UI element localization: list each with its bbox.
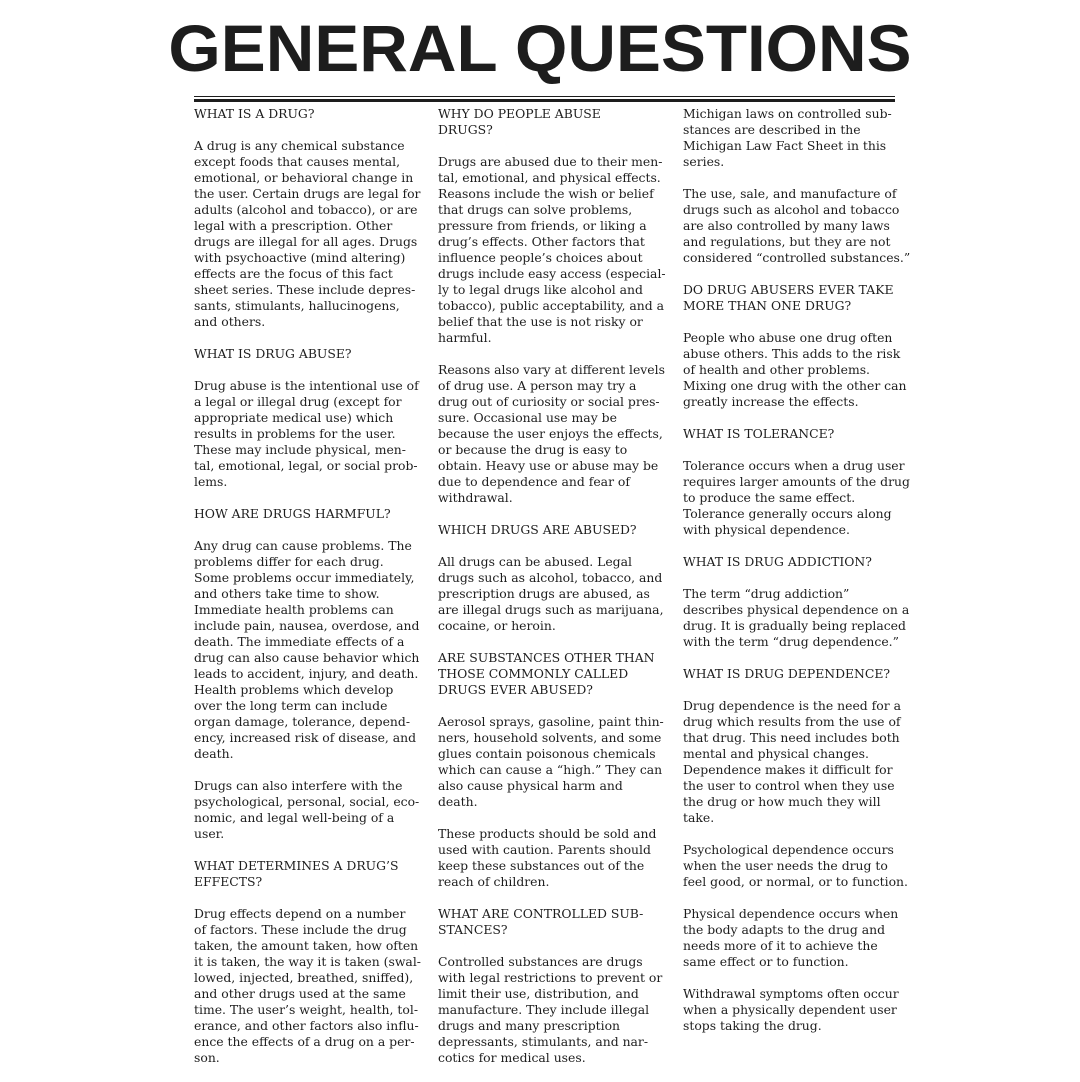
text-line: lems. [194,474,228,489]
text-line: considered “controlled substances.” [683,250,911,265]
paragraph [683,330,907,410]
text-column-3 [683,106,911,1050]
text-line: Immediate health problems can [194,602,394,617]
text-line: drug’s effects. Other factors that [438,234,645,249]
text-line: glues contain poisonous chemicals [438,746,656,761]
text-line: the drug or how much they will [683,794,881,809]
section-heading [194,858,406,890]
text-line: Drug dependence is the need for a [683,698,901,713]
text-line: limit their use, distribution, and [438,986,639,1001]
text-line: Michigan Law Fact Sheet in this [683,138,887,153]
text-line: keep these substances out of the [438,858,645,873]
section-heading [438,522,652,538]
text-line: son. [194,1050,220,1065]
title-rule-thick [194,99,895,102]
text-line: HOW ARE DRUGS HARMFUL? [194,506,391,521]
text-line: belief that the use is not risky or [438,314,643,329]
text-line: sheet series. These include depres- [194,282,416,297]
text-line: drugs include easy access (especial- [438,266,666,281]
text-line: when a physically dependent user [683,1002,897,1017]
text-line: Reasons also vary at different levels [438,362,665,377]
text-line: harmful. [438,330,492,345]
text-line: taken, the amount taken, how often [194,938,419,953]
text-line: The use, sale, and manufacture of [683,186,897,201]
text-line: Dependence makes it difficult for [683,762,893,777]
section-heading [683,426,897,442]
text-line: stops taking the drug. [683,1018,822,1033]
paragraph [683,698,901,826]
text-line: Mixing one drug with the other can [683,378,907,393]
text-line: prescription drugs are abused, as [438,586,650,601]
text-line: Psychological dependence occurs [683,842,894,857]
paragraph [438,826,657,890]
text-line: ency, increased risk of disease, and [194,730,417,745]
text-line: to produce the same effect. [683,490,856,505]
paragraph [438,554,664,634]
text-line: it is taken, the way it is taken (swal- [194,954,421,969]
text-line: depressants, stimulants, and nar- [438,1034,649,1049]
text-line: mental and physical changes. [683,746,869,761]
text-line: Reasons include the wish or belief [438,186,654,201]
text-line: EFFECTS? [194,874,263,889]
text-line: lowed, injected, breathed, sniffed), [194,970,414,985]
text-line: influence people’s choices about [438,250,643,265]
paragraph [438,714,664,810]
text-line: appropriate medical use) which [194,410,394,425]
text-line: DRUGS? [438,122,493,137]
text-line: WHICH DRUGS ARE ABUSED? [438,522,637,537]
text-line: sants, stimulants, hallucinogens, [194,298,400,313]
text-line: death. [438,794,478,809]
text-line: the body adapts to the drug and [683,922,886,937]
paragraph [194,138,421,330]
text-line: due to dependence and fear of [438,474,630,489]
text-line: WHAT IS DRUG ADDICTION? [683,554,872,569]
text-line: death. [194,746,234,761]
page-title: GENERAL QUESTIONS [168,11,912,85]
text-line: drug which results from the use of [683,714,901,729]
paragraph [683,458,910,538]
paragraph [683,106,897,170]
text-line: also cause physical harm and [438,778,623,793]
section-heading [683,666,897,682]
text-line: feel good, or normal, or to function. [683,874,908,889]
text-line: WHAT IS A DRUG? [194,106,315,121]
text-line: of factors. These include the drug [194,922,407,937]
text-line: leads to accident, injury, and death. [194,666,419,681]
paragraph [194,778,420,842]
text-line: drug can also cause behavior which [194,650,420,665]
text-line: All drugs can be abused. Legal [438,554,632,569]
text-column-2 [438,106,666,1082]
text-line: problems differ for each drug. [194,554,384,569]
text-line: nomic, and legal well-being of a [194,810,395,825]
text-line: reach of children. [438,874,550,889]
text-line: results in problems for the user. [194,426,396,441]
text-line: pressure from friends, or liking a [438,218,647,233]
text-line: that drug. This need includes both [683,730,900,745]
text-line: series. [683,154,725,169]
text-line: of health and other problems. [683,362,870,377]
text-line: include pain, nausea, overdose, and [194,618,420,633]
text-line: with the term “drug dependence.” [683,634,899,649]
text-line: when the user needs the drug to [683,858,888,873]
paragraph [194,906,421,1066]
text-line: Drugs can also interfere with the [194,778,403,793]
text-line: tobacco), public acceptability, and a [438,298,665,313]
text-line: requires larger amounts of the drug [683,474,910,489]
text-line: over the long term can include [194,698,388,713]
section-heading [438,650,655,698]
paragraph [683,906,897,970]
text-line: Tolerance occurs when a drug user [683,458,905,473]
paragraph [438,154,666,346]
text-line: drugs are illegal for all ages. Drugs [194,234,418,249]
text-line: erance, and other factors also influ- [194,1018,419,1033]
text-line: emotional, or behavioral change in [194,170,414,185]
paragraph [683,586,910,650]
text-line: the user to control when they use [683,778,895,793]
text-line: Any drug can cause problems. The [194,538,412,553]
paragraph [438,362,665,506]
text-line: withdrawal. [438,490,513,505]
text-line: obtain. Heavy use or abuse may be [438,458,659,473]
text-line: of drug use. A person may try a [438,378,637,393]
text-line: and other drugs used at the same [194,986,406,1001]
title-rule-thin [194,96,895,97]
text-line: with psychoactive (mind altering) [194,250,406,265]
paragraph [438,954,663,1066]
text-line: are also controlled by many laws [683,218,890,233]
text-line: drugs such as alcohol and tobacco [683,202,900,217]
text-line: describes physical dependence on a [683,602,910,617]
text-line: used with caution. Parents should [438,842,651,857]
section-heading [194,346,406,362]
text-line: DO DRUG ABUSERS EVER TAKE [683,282,894,297]
text-line: WHAT ARE CONTROLLED SUB- [438,906,644,921]
text-line: or because the drug is easy to [438,442,628,457]
text-line: adults (alcohol and tobacco), or are [194,202,418,217]
text-line: same effect or to function. [683,954,849,969]
text-line: Drug effects depend on a number [194,906,406,921]
text-line: time. The user’s weight, health, tol- [194,1002,419,1017]
text-line: WHAT DETERMINES A DRUG’S [194,858,399,873]
text-line: the user. Certain drugs are legal for [194,186,421,201]
text-line: cotics for medical uses. [438,1050,586,1065]
text-line: death. The immediate effects of a [194,634,405,649]
text-line: user. [194,826,225,841]
text-line: These may include physical, men- [194,442,406,457]
text-line: drug. It is gradually being replaced [683,618,906,633]
text-line: WHY DO PEOPLE ABUSE [438,106,601,121]
section-heading [683,282,897,314]
section-heading [438,906,652,938]
text-line: effects are the focus of this fact [194,266,393,281]
text-line: MORE THAN ONE DRUG? [683,298,852,313]
text-line: drug out of curiosity or social pres- [438,394,660,409]
text-column-1 [194,106,421,1082]
text-line: that drugs can solve problems, [438,202,633,217]
text-line: organ damage, tolerance, depend- [194,714,411,729]
text-line: and others take time to show. [194,586,380,601]
paragraph [683,186,911,266]
text-line: and others. [194,314,266,329]
text-line: needs more of it to achieve the [683,938,878,953]
text-line: WHAT IS DRUG ABUSE? [194,346,352,361]
text-line: ly to legal drugs like alcohol and [438,282,643,297]
text-line: except foods that causes mental, [194,154,401,169]
text-line: DRUGS EVER ABUSED? [438,682,593,697]
paragraph [194,538,420,762]
text-line: Withdrawal symptoms often occur [683,986,899,1001]
section-heading [683,554,897,570]
paragraph [683,986,897,1034]
text-line: sure. Occasional use may be [438,410,617,425]
text-line: tal, emotional, and physical effects. [438,170,661,185]
text-line: drugs and many prescription [438,1018,621,1033]
text-line: Aerosol sprays, gasoline, paint thin- [438,714,664,729]
text-line: manufacture. They include illegal [438,1002,650,1017]
text-line: take. [683,810,715,825]
section-heading [438,106,652,138]
text-line: a legal or illegal drug (except for [194,394,402,409]
text-line: Health problems which develop [194,682,394,697]
text-line: Drug abuse is the intentional use of [194,378,419,393]
text-line: WHAT IS TOLERANCE? [683,426,835,441]
text-line: A drug is any chemical substance [194,138,405,153]
text-line: WHAT IS DRUG DEPENDENCE? [683,666,891,681]
text-line: Drugs are abused due to their men- [438,154,663,169]
text-line: ners, household solvents, and some [438,730,662,745]
section-heading [194,106,406,122]
text-line: greatly increase the effects. [683,394,859,409]
text-line: ARE SUBSTANCES OTHER THAN [438,650,655,665]
paragraph [683,842,908,890]
paragraph [194,378,419,490]
text-line: which can cause a “high.” They can [438,762,663,777]
text-line: cocaine, or heroin. [438,618,556,633]
text-line: stances are described in the [683,122,861,137]
text-line: THOSE COMMONLY CALLED [438,666,629,681]
text-line: tal, emotional, legal, or social prob- [194,458,418,473]
text-line: People who abuse one drug often [683,330,893,345]
text-line: Michigan laws on controlled sub- [683,106,892,121]
text-line: Physical dependence occurs when [683,906,899,921]
text-line: These products should be sold and [438,826,657,841]
text-line: with legal restrictions to prevent or [438,970,663,985]
section-heading [194,506,406,522]
text-line: with physical dependence. [683,522,850,537]
text-line: Tolerance generally occurs along [683,506,892,521]
text-line: are illegal drugs such as marijuana, [438,602,664,617]
text-line: Some problems occur immediately, [194,570,415,585]
text-line: ence the effects of a drug on a per- [194,1034,415,1049]
text-line: Controlled substances are drugs [438,954,643,969]
text-line: legal with a prescription. Other [194,218,393,233]
text-line: STANCES? [438,922,508,937]
text-line: The term “drug addiction” [683,586,850,601]
text-line: because the user enjoys the effects, [438,426,663,441]
text-line: psychological, personal, social, eco- [194,794,420,809]
text-line: and regulations, but they are not [683,234,891,249]
text-line: drugs such as alcohol, tobacco, and [438,570,663,585]
text-line: abuse others. This adds to the risk [683,346,901,361]
